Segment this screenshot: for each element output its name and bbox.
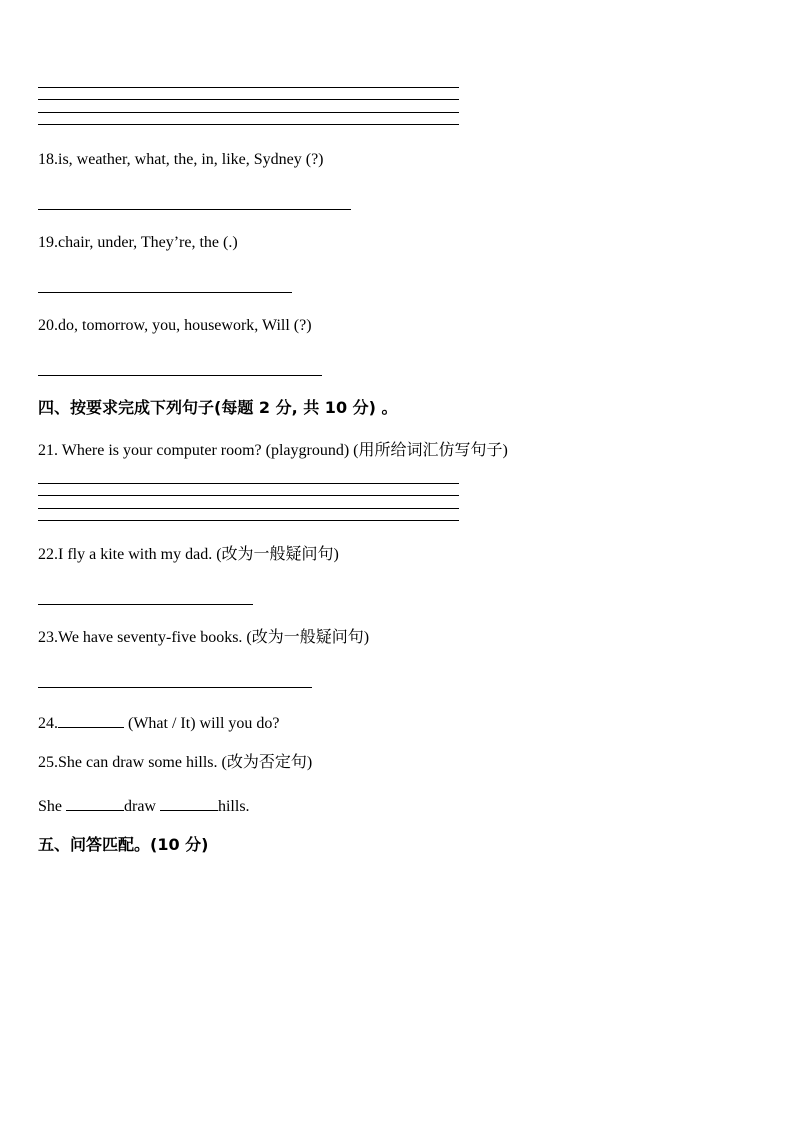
fill-blank[interactable]	[58, 711, 124, 728]
question-22	[38, 545, 339, 565]
writing-line[interactable]	[38, 520, 459, 521]
writing-line[interactable]	[38, 495, 459, 496]
question-text: chair, under, They’re, the (.)	[58, 234, 238, 251]
writing-line	[38, 87, 459, 88]
writing-line[interactable]	[38, 508, 459, 509]
writing-line	[38, 124, 459, 125]
answer-line[interactable]	[38, 687, 312, 688]
question-number: 20.	[38, 317, 58, 334]
question-24	[38, 711, 280, 734]
fill-blank[interactable]	[66, 794, 124, 811]
answer-line[interactable]	[38, 292, 292, 293]
question-text: is, weather, what, the, in, like, Sydney (?)	[58, 151, 324, 168]
question-number: 25.	[38, 754, 58, 771]
section-heading-4: 四、按要求完成下列句子(每题 2 分, 共 10 分) 。	[38, 398, 398, 417]
answer-text: draw	[124, 798, 160, 815]
answer-line[interactable]	[38, 375, 322, 376]
writing-line	[38, 112, 459, 113]
question-text: . Where is your computer room? (playground) (用所给词汇仿写句子)	[54, 442, 508, 459]
question-text: do, tomorrow, you, housework, Will (?)	[58, 317, 312, 334]
writing-line	[38, 99, 459, 100]
question-25-answer	[38, 794, 250, 817]
question-25	[38, 753, 312, 773]
question-number: 23.	[38, 629, 58, 646]
answer-line[interactable]	[38, 209, 351, 210]
question-number: 24.	[38, 715, 58, 732]
question-text: We have seventy-five books. (改为一般疑问句)	[58, 629, 370, 646]
question-21	[38, 441, 508, 461]
question-number: 22.	[38, 546, 58, 563]
question-19	[38, 233, 238, 253]
question-18	[38, 150, 324, 170]
fill-blank[interactable]	[160, 794, 218, 811]
question-number: 18.	[38, 151, 58, 168]
question-text: I fly a kite with my dad. (改为一般疑问句)	[58, 546, 339, 563]
question-23	[38, 628, 369, 648]
question-text: She can draw some hills. (改为否定句)	[58, 754, 313, 771]
question-text: (What / It) will you do?	[124, 715, 280, 732]
writing-line[interactable]	[38, 483, 459, 484]
answer-text: hills.	[217, 798, 250, 815]
question-number: 19.	[38, 234, 58, 251]
answer-text: She	[38, 798, 66, 815]
answer-line[interactable]	[38, 604, 253, 605]
section-heading-5: 五、问答匹配。(10 分)	[38, 835, 209, 854]
question-number: 21	[38, 442, 54, 459]
question-20	[38, 316, 312, 336]
